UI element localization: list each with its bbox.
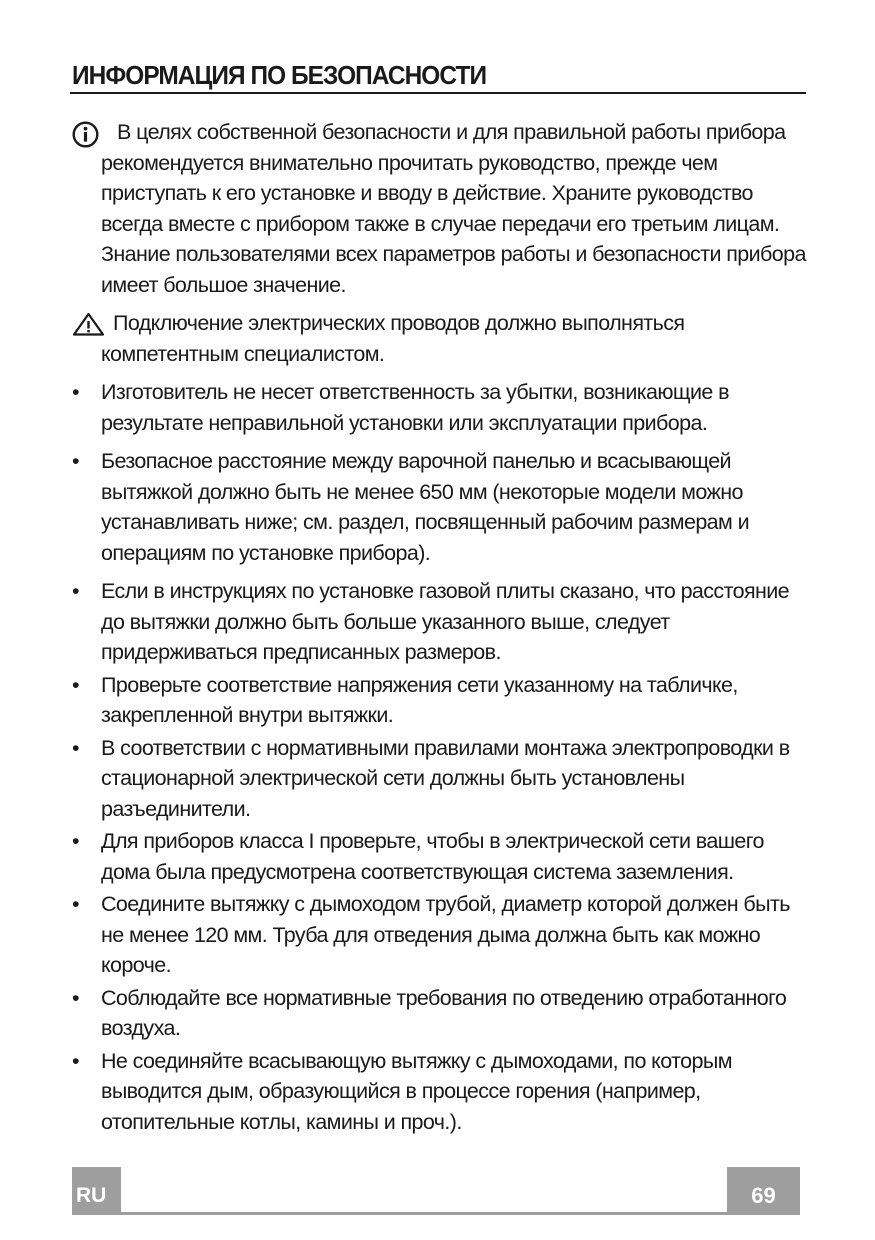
list-item [72, 1046, 807, 1138]
list-item-text: Изготовитель не несет ответственность за убытки, возникающие в результате неправильной установки или эксплуатации прибора. [101, 380, 729, 435]
info-paragraph-text: В целях собственной безопасности и для правильной работы прибора рекомендуется внимательно прочитать руководство, прежде чем приступать к его установке и вводу в действие. Храните руководство всегда вместе с прибором также в случае передачи его третьим лицам. Знание пользователями всех параметров работы и безопасности прибора имеет большое значение. [101, 120, 806, 297]
page-title: ИНФОРМАЦИЯ ПО БЕЗОПАСНОСТИ [72, 60, 487, 90]
list-item [72, 983, 807, 1044]
list-item [72, 576, 807, 668]
list-item-text: Соедините вытяжку с дымоходом трубой, диаметр которой должен быть не менее 120 мм. Труба для отведения дыма должна быть как можно короче. [101, 892, 790, 977]
safety-content [72, 117, 807, 1139]
footer-rule [72, 1212, 800, 1215]
warning-triangle-icon [72, 312, 105, 336]
list-item-text: Не соединяйте всасывающую вытяжку с дымоходами, по которым выводится дым, образующийся в процессе горения (например, отопительные котлы, камины и проч.). [101, 1048, 732, 1134]
list-item-text: Безопасное расстояние между варочной панелью и всасывающей вытяжкой должно быть не менее 650 мм (некоторые модели можно устанавливать ниже; см. раздел, посвященный рабочим размерам и операциям по установке прибора). [101, 449, 749, 565]
bullet-symbol: • [72, 380, 79, 404]
bullet-symbol: • [72, 579, 79, 603]
list-item [72, 446, 807, 568]
page-number: 69 [727, 1167, 800, 1215]
list-item [72, 377, 807, 438]
warning-paragraph-text: Подключение электрических проводов должно выполняться компетентным специалистом. [101, 311, 685, 366]
list-item-text: Соблюдайте все нормативные требования по отведению отработанного воздуха. [101, 985, 787, 1040]
bullet-symbol: • [72, 829, 79, 853]
list-item-text: Проверьте соответствие напряжения сети указанному на табличке, закрепленной внутри вытяжки. [101, 672, 738, 727]
list-item-text: В соответствии с нормативными правилами монтажа электропроводки в стационарной электрической сети должны быть установлены разъединители. [101, 735, 790, 821]
list-item [72, 733, 807, 825]
list-item [72, 889, 807, 981]
bullet-symbol: • [72, 735, 79, 760]
bullet-symbol: • [72, 985, 79, 1010]
warning-paragraph [72, 308, 807, 369]
bullet-symbol: • [72, 449, 79, 473]
bullet-symbol: • [72, 1048, 79, 1073]
list-item [72, 670, 807, 731]
list-item-text: Если в инструкциях по установке газовой плиты сказано, что расстояние до вытяжки должно быть больше указанного выше, следует придерживаться предписанных размеров. [101, 579, 790, 664]
bullet-symbol: • [72, 892, 79, 916]
info-icon [72, 121, 99, 148]
bullet-symbol: • [72, 672, 79, 697]
list-item-text: Для приборов класса I проверьте, чтобы в электрической сети вашего дома была предусмотрена соответствующая система заземления. [101, 829, 764, 884]
list-item [72, 826, 807, 887]
language-tab: RU [72, 1167, 121, 1215]
info-paragraph [72, 117, 807, 300]
title-underline [70, 92, 806, 94]
